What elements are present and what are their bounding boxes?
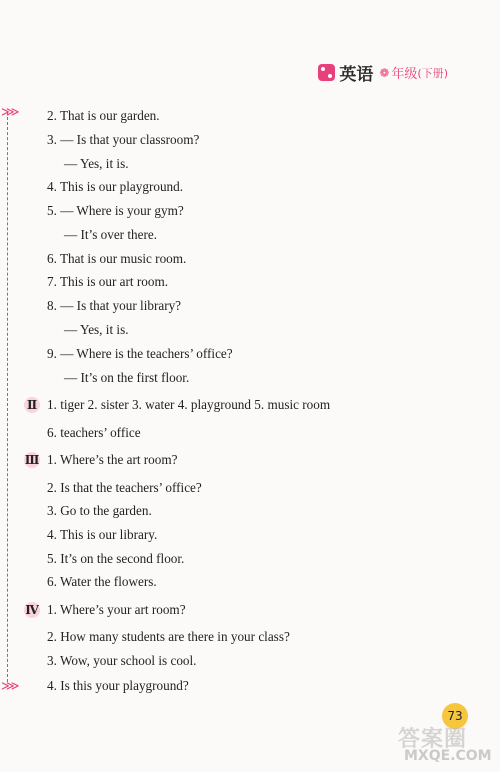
answer-line: — Yes, it is. (64, 322, 129, 337)
answer-line: 6. That is our music room. (47, 251, 187, 266)
answer-line: 5. It’s on the second floor. (47, 551, 185, 566)
arrow-bottom-icon: ⋙ (1, 679, 20, 694)
grade-number-icon: ❁ (379, 65, 390, 80)
margin-dashed-rule (7, 112, 8, 682)
answer-line: 3. — Is that your classroom? (47, 132, 200, 147)
watermark-url: MXQE.COM (404, 748, 492, 764)
answer-line: — It’s on the first floor. (64, 370, 190, 385)
answer-line: 5. — Where is your gym? (47, 203, 184, 218)
dice-logo-icon (318, 64, 335, 81)
answer-line: 8. — Is that your library? (47, 298, 182, 313)
answer-line: 2. Is that the teachers’ office? (47, 480, 202, 495)
subject-title: 英语 (339, 65, 374, 85)
answer-line: 7. This is our art room. (47, 274, 168, 289)
grade-text: 年级 (391, 67, 418, 82)
answer-line: 1. tiger 2. sister 3. water 4. playground 5. music room (47, 397, 331, 412)
answer-line: 9. — Where is the teachers’ office? (47, 346, 233, 361)
answer-line: 2. That is our garden. (47, 108, 160, 123)
section-numeral-iv: Ⅳ (25, 603, 39, 617)
answer-line: 1. Where’s your art room? (47, 602, 186, 617)
answer-line: 6. teachers’ office (47, 425, 141, 440)
page-number: 73 (442, 703, 468, 729)
grade-label (379, 63, 448, 82)
answer-line: 3. Wow, your school is cool. (47, 653, 197, 668)
arrow-top-icon: ⋙ (1, 105, 20, 120)
answer-line: 4. This is our library. (47, 527, 158, 542)
answer-line: 4. Is this your playground? (47, 678, 189, 693)
section-numeral-ii: Ⅱ (24, 397, 40, 413)
answer-line: 1. Where’s the art room? (47, 452, 178, 467)
answer-line: 4. This is our playground. (47, 179, 184, 194)
answer-line: 6. Water the flowers. (47, 574, 157, 589)
answer-line: 2. How many students are there in your class? (47, 629, 290, 644)
volume-label: (下册) (417, 66, 448, 80)
watermark-logo: 答案圈 (398, 727, 468, 752)
section-numeral-iii: Ⅲ (24, 453, 40, 467)
answer-line: 3. Go to the garden. (47, 503, 152, 518)
answer-line: — It’s over there. (64, 227, 158, 242)
answer-line: — Yes, it is. (64, 156, 129, 171)
page-header (318, 60, 448, 85)
